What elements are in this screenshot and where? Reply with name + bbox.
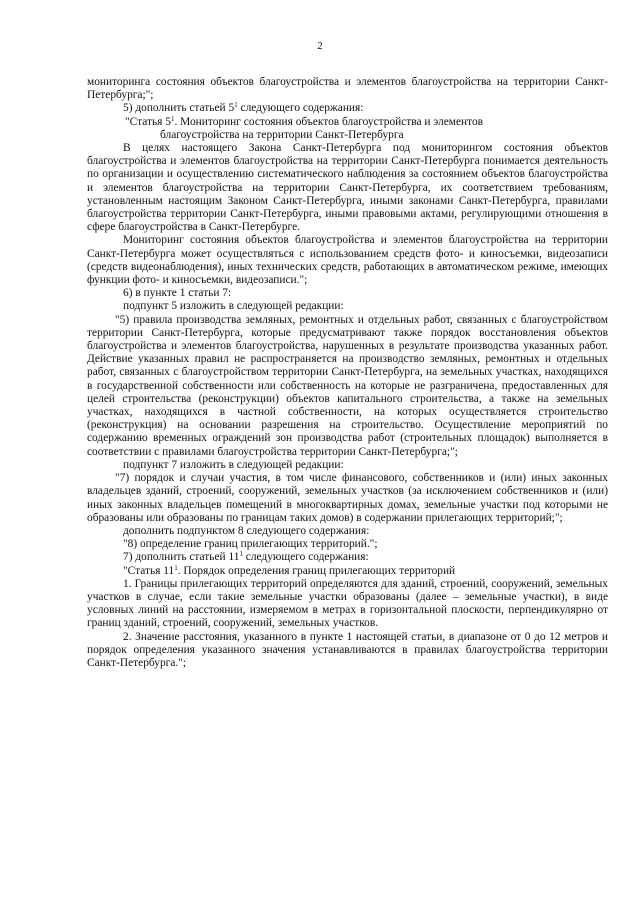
paragraph: 5) дополнить статьей $5^1$ следующего содержания:: [123, 101, 364, 115]
paragraph: Мониторинг состояния объектов благоустройства и элементов благоустройства на территории Санкт-Петербурга может осуществляться с использованием средств фото- и киносъемки, видеозаписи (средств видеонаблюдения), иных технических средств, работающих в автоматическом режиме, имеющих функции фото- и киносъемки, видеозаписи.";: [87, 234, 608, 287]
paragraph: "8) определение границ прилегающих территорий.";: [123, 538, 378, 551]
paragraph: 7) дополнить статьей $11^1$ следующего содержания:: [123, 550, 369, 564]
article-heading: "Статья $5^1$. Мониторинг состояния объектов благоустройства и элементов: [125, 114, 484, 128]
page-number: 2: [317, 40, 323, 52]
paragraph: мониторинга состояния объектов благоустройства и элементов благоустройства на территории Санкт-Петербурга;";: [87, 76, 608, 102]
article-heading-continuation: благоустройства на территории Санкт-Петербурга: [160, 128, 404, 141]
paragraph: В целях настоящего Закона Санкт-Петербурга под мониторингом состояния объектов благоустройства и элементов благоустройства на территории Санкт-Петербурга понимается деятельность по организации и осуществлению систематического наблюдения за состоянием объектов благоустройства и элементов благоустройства на территории Санкт-Петербурга, их соответствием требованиям, установленным настоящим Законом Санкт-Петербурга, иными законами Санкт-Петербурга, правилами благоустройства территории Санкт-Петербурга, иными правовыми актами, регулирующими отношения в сфере благоустройства в Санкт-Петербурге.: [87, 142, 608, 234]
paragraph: подпункт 5 изложить в следующей редакции:: [123, 300, 344, 313]
paragraph: дополнить подпунктом 8 следующего содержания:: [123, 524, 370, 537]
paragraph: "7) порядок и случаи участия, в том числе финансового, собственников и (или) иных законных владельцев зданий, строений, сооружений, земельных участков (за исключением собственников и (или) иных законных владельцев помещений в многоквартирных домах, земельные участки под которыми не образованы или образованы по границам таких домов) в содержании прилегающих территорий;";: [87, 472, 608, 524]
paragraph: 1. Границы прилегающих территорий определяются для зданий, строений, сооружений, земельных участков в случае, если такие земельные участки образованы (далее – земельные участки), в виде условных линий на расстоянии, измеряемом в метрах в горизонтальной плоскости, перпендикулярно от границ зданий, строений, сооружений, земельных участков.: [87, 577, 608, 630]
article-heading: "Статья $11^1$. Порядок определения границ прилегающих территорий: [123, 563, 456, 577]
paragraph: 2. Значение расстояния, указанного в пункте 1 настоящей статьи, в диапазоне от 0 до 12 метров и порядок определения указанного значения устанавливаются в правилах благоустройства территории Санкт-Петербурга.";: [87, 630, 608, 669]
paragraph: 6) в пункте 1 статьи 7:: [123, 287, 232, 300]
paragraph: подпункт 7 изложить в следующей редакции:: [123, 458, 344, 471]
document-body: [87, 76, 608, 670]
paragraph: "5) правила производства земляных, ремонтных и отдельных работ, связанных с благоустройством территории Санкт-Петербурга, которые предусматривают также порядок восстановления объектов благоустройства и элементов благоустройства, нарушенных в результате производства указанных работ. Действие указанных правил не распространяется на производство земляных, ремонтных и отдельных работ, связанных с благоустройством территории Санкт-Петербурга, на земельных участках, находящихся в государственной собственности или собственность на которые не разграничена, предоставленных для целей строительства (реконструкции) объектов капитального строительства, а также на земельных участках, находящихся в частной собственности, на которых осуществляется строительство (реконструкция) на основании разрешения на строительство. Осуществление мероприятий по содержанию временных ограждений зон производства работ (строительных площадок) выполняется в соответствии с правилами благоустройства территории Санкт-Петербурга;";: [87, 313, 608, 458]
